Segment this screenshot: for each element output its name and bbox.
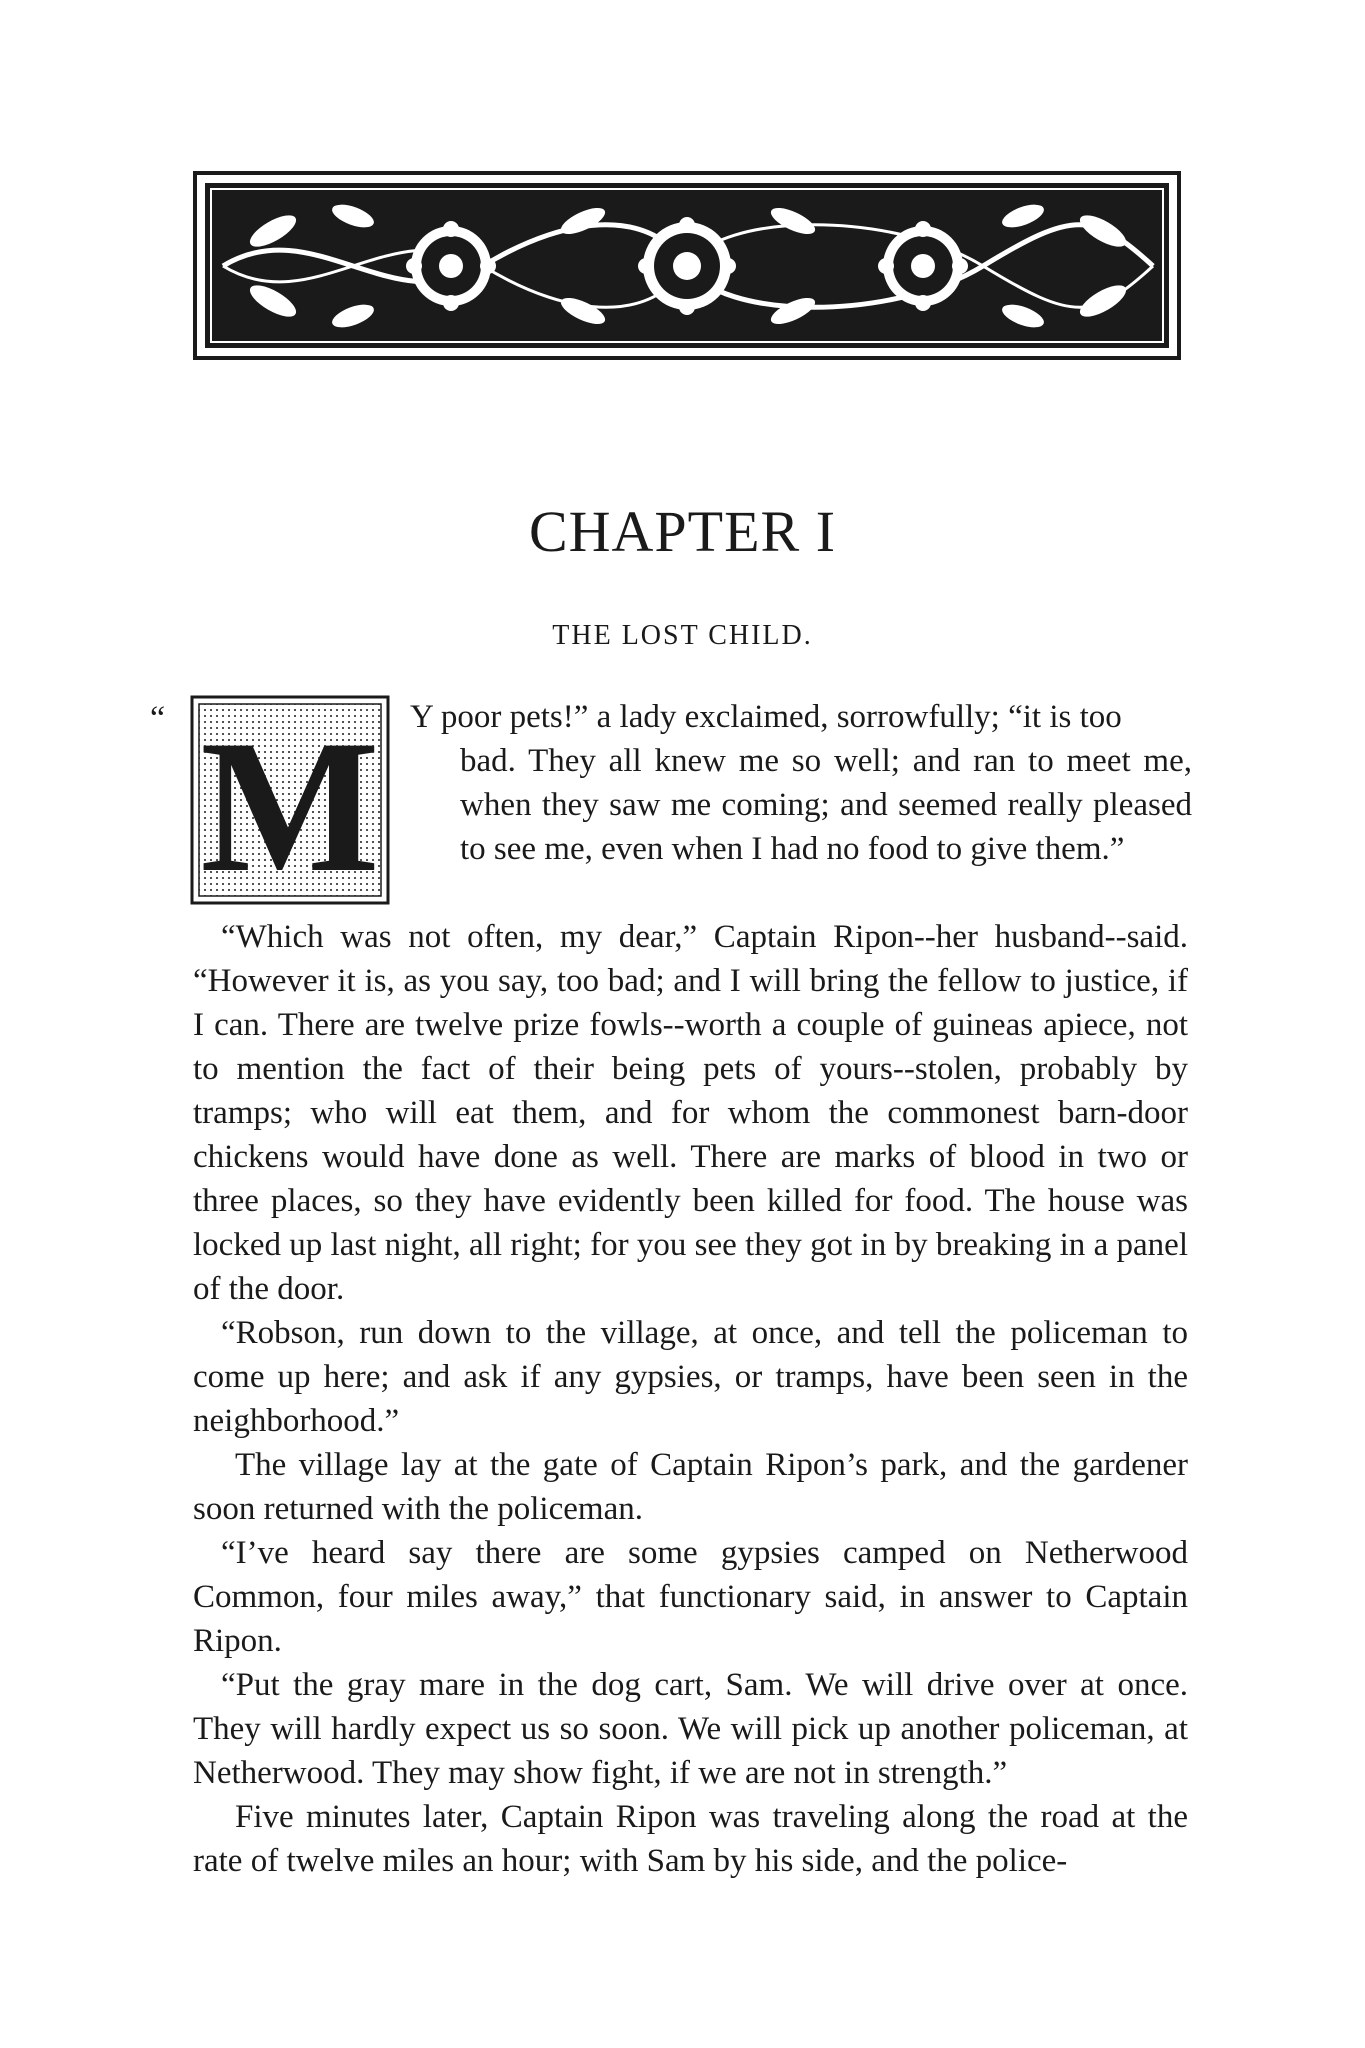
opening-quote-mark: “ xyxy=(150,700,166,737)
paragraph-1 xyxy=(410,695,1192,871)
paragraph-2: “Which was not often, my dear,” Captain Ripon--her husband--said. “However it is, as you say, too bad; and I will bring the fellow to justice, if I can. There are twelve prize fowls--worth a couple of guineas apiece, not to mention the fact of their being pets of yours--stolen, probably by tramps; who will eat them, and for whom the commonest barn-door chickens would have done as well. There are marks of blood in two or three places, so they have evidently been killed for food. The house was locked up last night, all right; for you see they got in by breaking in a panel of the door. xyxy=(193,919,1188,1307)
paragraph-6: “Put the gray mare in the dog cart, Sam. We will drive over at once. They will hardly expect us so soon. We will pick up another policeman, at Netherwood. They may show fight, if we are not in strength.” xyxy=(193,1667,1188,1791)
floral-ornament-banner xyxy=(193,171,1181,360)
paragraph-1-first-line: Y poor pets!” a lady exclaimed, sorrowfully; “it is too xyxy=(410,699,1122,735)
paragraph-3: “Robson, run down to the village, at once, and tell the policeman to come up here; and ask if any gypsies, or tramps, have been seen in the neighborhood.” xyxy=(193,1315,1188,1439)
paragraph-1-continuation: bad. They all knew me so well; and ran to meet me, when they saw me coming; and seemed really pleased to see me, even when I had no food to give them.” xyxy=(460,743,1192,867)
paragraph-4: The village lay at the gate of Captain Ripon’s park, and the gardener soon returned with the policeman. xyxy=(193,1447,1188,1527)
chapter-body xyxy=(193,915,1188,1883)
chapter-subtitle: THE LOST CHILD. xyxy=(552,620,813,651)
drop-cap-letter-m xyxy=(190,695,390,905)
paragraph-5: “I’ve heard say there are some gypsies camped on Netherwood Common, four miles away,” that functionary said, in answer to Captain Ripon. xyxy=(193,1535,1188,1659)
chapter-title: CHAPTER I xyxy=(528,499,837,564)
drop-cap-glyph: M xyxy=(200,702,380,905)
paragraph-7: Five minutes later, Captain Ripon was traveling along the road at the rate of twelve miles an hour; with Sam by his side, and the police- xyxy=(193,1799,1188,1879)
